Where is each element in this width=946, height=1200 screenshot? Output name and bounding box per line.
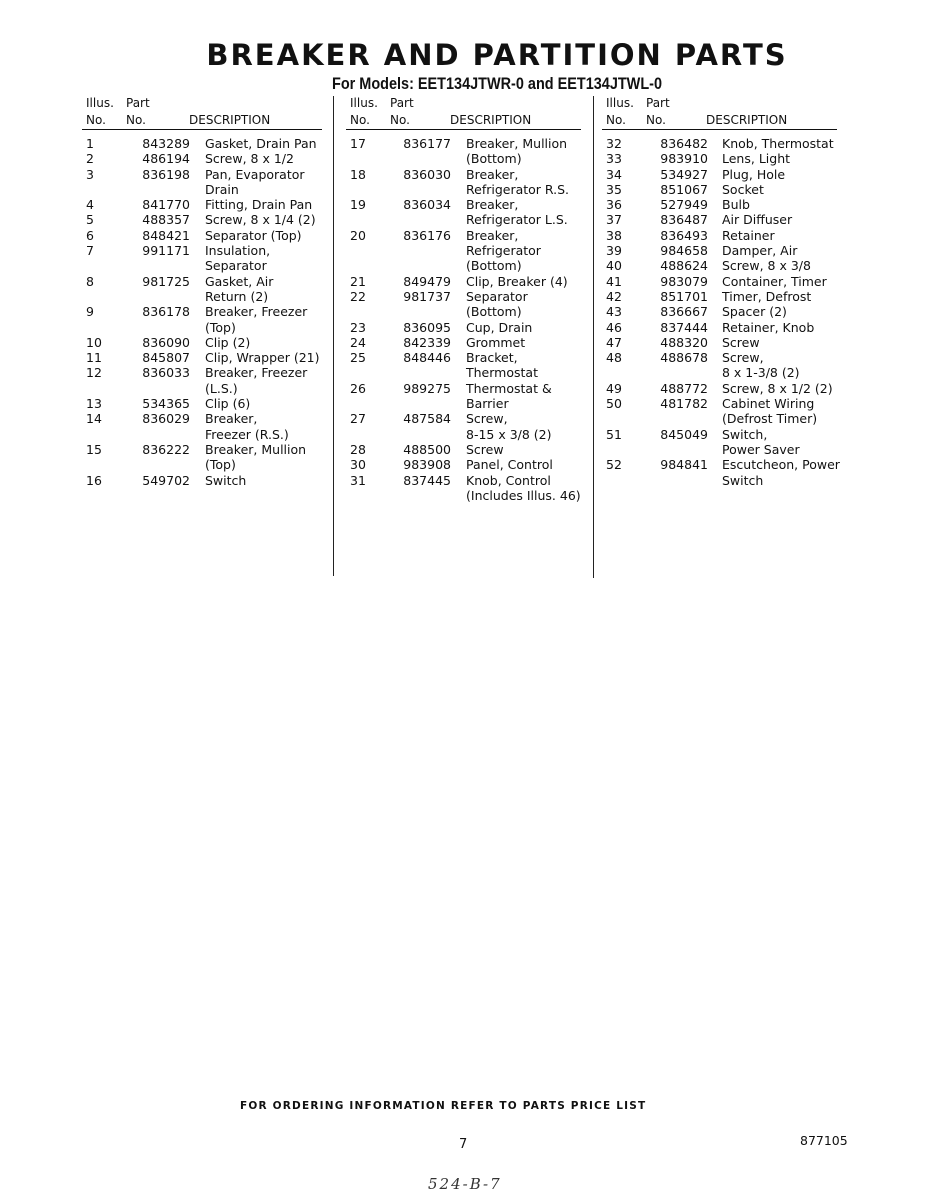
illus-number: 35 [606,181,622,197]
description-line: Screw, 8 x 1/4 (2) [205,212,316,228]
table-row [350,335,581,350]
table-row [86,396,319,411]
illus-number: 43 [606,304,622,320]
illus-number: 26 [350,380,366,396]
description [466,411,581,442]
part-number: 836030 [403,166,451,182]
description-line: Gasket, Drain Pan [205,136,317,151]
part-number: 851067 [660,181,708,197]
header-no: No. [350,113,370,127]
illus-number: 32 [606,136,622,151]
description [466,274,581,289]
table-row [350,381,581,412]
header-rule [346,129,581,130]
illus-number: 49 [606,380,622,396]
description-line: (Top) [205,319,236,335]
table-row [350,411,581,442]
column-divider [333,96,334,576]
header-no: No. [606,113,626,127]
part-number: 488500 [403,441,451,457]
table-row [350,473,581,504]
part-number: 991171 [142,243,190,259]
part-number: 836222 [142,441,190,457]
part-number: 836198 [142,166,190,182]
table-row [606,304,840,319]
description [722,182,840,197]
part-number: 836482 [660,136,708,151]
description-line: Gasket, Air [205,273,274,289]
table-row [606,151,840,166]
description [205,274,319,305]
description [205,167,319,198]
illus-number: 51 [606,426,622,442]
description-line: Return (2) [205,288,269,304]
header-illus: Illus. [350,96,378,110]
part-number: 837444 [660,319,708,335]
illus-number: 10 [86,334,102,350]
table-row [350,274,581,289]
description-line: Damper, Air [722,243,798,259]
table-row [606,167,840,182]
description-line: Power Saver [722,441,800,457]
description-line: Breaker, Mullion [466,136,568,151]
description-line: Retainer [722,227,775,243]
description-line: Escutcheon, Power [722,457,840,473]
part-number: 848421 [142,227,190,243]
table-row [606,274,840,289]
description [722,289,840,304]
header-rule [602,129,837,130]
description-line: (L.S.) [205,380,238,396]
part-number: 836493 [660,227,708,243]
illus-number: 42 [606,288,622,304]
header-description: DESCRIPTION [450,113,532,127]
description-line: Bracket, [466,350,518,366]
description-line: (Defrost Timer) [722,411,818,427]
description [205,411,319,442]
table-row [86,243,319,274]
table-row [350,457,581,472]
illus-number: 40 [606,258,622,274]
part-number: 848446 [403,350,451,366]
ordering-note: FOR ORDERING INFORMATION REFER TO PARTS PRICE LIST [240,1100,647,1112]
models-subtitle: For Models: EET134JTWR-0 and EET134JTWL-0 [331,74,663,93]
table-row [86,411,319,442]
description [205,197,319,212]
part-number: 851701 [660,288,708,304]
table-row [350,442,581,457]
description-line: Pan, Evaporator [205,166,305,182]
description [722,243,840,258]
description-line: Knob, Control [466,472,551,488]
part-number: 549702 [142,472,190,488]
table-row [606,335,840,350]
part-number: 841770 [142,197,190,213]
description-line: Refrigerator [466,243,541,259]
description-line: Drain [205,181,239,197]
description [722,396,840,427]
illus-number: 19 [350,197,366,213]
part-number: 836487 [660,212,708,228]
illus-number: 5 [86,212,94,228]
description [722,350,840,381]
table-row [606,228,840,243]
description-line: Lens, Light [722,151,791,167]
illus-number: 52 [606,457,622,473]
header-description: DESCRIPTION [706,113,788,127]
part-number: 836034 [403,197,451,213]
description [205,335,319,350]
description [722,136,840,151]
page-title: BREAKER AND PARTITION PARTS [206,38,788,72]
illus-number: 8 [86,273,94,289]
header-no: No. [390,113,410,127]
table-row [606,243,840,258]
description [205,442,319,473]
header-part: Part [390,96,414,110]
header-illus: Illus. [606,96,634,110]
description-line: Thermostat [466,365,538,381]
description [205,396,319,411]
illus-number: 46 [606,319,622,335]
description-line: Clip, Wrapper (21) [205,350,320,366]
table-row [350,197,581,228]
description [205,243,319,274]
illus-number: 30 [350,457,366,473]
description [466,167,581,198]
description-line: Separator [205,258,267,274]
description-line: Separator (Top) [205,227,302,243]
description-line: Cabinet Wiring [722,396,815,412]
table-row [86,136,319,151]
table-row [350,350,581,381]
table-row [350,289,581,320]
part-number: 984658 [660,243,708,259]
part-number: 836177 [403,136,451,151]
illus-number: 41 [606,273,622,289]
illus-number: 12 [86,365,102,381]
description [722,320,840,335]
illus-number: 25 [350,350,366,366]
column-divider [593,96,594,578]
description-line: Breaker, [466,166,519,182]
part-number: 842339 [403,334,451,350]
table-row [86,228,319,243]
part-number: 981725 [142,273,190,289]
description [205,228,319,243]
description [722,381,840,396]
description [466,442,581,457]
description-line: Air Diffuser [722,212,793,228]
header-part: Part [646,96,670,110]
table-row [86,304,319,335]
part-number: 836176 [403,227,451,243]
table-row [606,350,840,381]
illus-number: 50 [606,396,622,412]
description-line: (Includes Illus. 46) [466,487,581,503]
description-line: Screw, 8 x 3/8 [722,258,811,274]
illus-number: 11 [86,350,102,366]
illus-number: 39 [606,243,622,259]
part-number: 849479 [403,273,451,289]
description-line: Socket [722,181,764,197]
table-row [606,182,840,197]
illus-number: 20 [350,227,366,243]
header-description: DESCRIPTION [189,113,271,127]
illus-number: 33 [606,151,622,167]
part-number: 836033 [142,365,190,381]
table-row [86,442,319,473]
part-number: 488357 [142,212,190,228]
description-line: Screw, 8 x 1/2 [205,151,294,167]
part-number: 837445 [403,472,451,488]
part-number: 836090 [142,334,190,350]
description [722,167,840,182]
illus-number: 38 [606,227,622,243]
page-number: 7 [459,1137,468,1152]
description-line: Breaker, [466,227,519,243]
part-number: 488320 [660,334,708,350]
illus-number: 1 [86,136,94,151]
description [466,350,581,381]
illus-number: 23 [350,319,366,335]
description-line: Screw, 8 x 1/2 (2) [722,380,833,396]
part-number: 989275 [403,380,451,396]
illus-number: 14 [86,411,102,427]
description-line: Clip (2) [205,334,251,350]
description-line: Insulation, [205,243,271,259]
description-line: Plug, Hole [722,166,786,182]
header-rule [82,129,322,130]
description-line: Knob, Thermostat [722,136,834,151]
description-line: 8-15 x 3/8 (2) [466,426,552,442]
part-number: 983910 [660,151,708,167]
part-number: 836029 [142,411,190,427]
description-line: Bulb [722,197,750,213]
part-number: 984841 [660,457,708,473]
illus-number: 6 [86,227,94,243]
table-row [86,335,319,350]
description [205,136,319,151]
illus-number: 34 [606,166,622,182]
table-row [606,396,840,427]
description [205,304,319,335]
table-row [86,167,319,198]
table-row [606,136,840,151]
part-number: 845807 [142,350,190,366]
illus-number: 3 [86,166,94,182]
description [722,258,840,273]
description-line: Grommet [466,334,526,350]
description-line: Retainer, Knob [722,319,815,335]
description [205,151,319,166]
description-line: Breaker, [205,411,258,427]
illus-number: 47 [606,334,622,350]
illus-number: 18 [350,166,366,182]
table-row [350,136,581,167]
illus-number: 4 [86,197,94,213]
illus-number: 37 [606,212,622,228]
description [466,228,581,274]
description-line: Screw [466,441,504,457]
header-no: No. [646,113,666,127]
table-row [86,274,319,305]
description [205,212,319,227]
description [722,304,840,319]
description [722,427,840,458]
table-row [606,381,840,396]
illus-number: 27 [350,411,366,427]
table-row [86,350,319,365]
description-line: Clip, Breaker (4) [466,273,568,289]
part-number: 488624 [660,258,708,274]
description-line: Container, Timer [722,273,827,289]
part-number: 488772 [660,380,708,396]
description [466,197,581,228]
illus-number: 9 [86,304,94,320]
header-no: No. [126,113,146,127]
table-row [86,151,319,166]
illus-number: 48 [606,350,622,366]
table-row [606,197,840,212]
illus-number: 17 [350,136,366,151]
header-part: Part [126,96,150,110]
table-row [86,473,319,488]
description [722,335,840,350]
description-line: Refrigerator R.S. [466,181,570,197]
description-line: Refrigerator L.S. [466,212,568,228]
description-line: (Top) [205,457,236,473]
table-row [606,212,840,227]
description [466,381,581,412]
description [466,320,581,335]
description-line: Screw, [722,350,764,366]
table-row [86,197,319,212]
description [205,350,319,365]
table-row [350,320,581,335]
description-line: Timer, Defrost [722,288,812,304]
description-line: Breaker, [466,197,519,213]
part-number: 983908 [403,457,451,473]
part-number: 527949 [660,197,708,213]
description [722,151,840,166]
description-line: Panel, Control [466,457,553,473]
description [722,274,840,289]
description [466,473,581,504]
header-no: No. [86,113,106,127]
description-line: Switch, [722,426,768,442]
table-row [606,457,840,488]
part-number: 836095 [403,319,451,335]
description [205,473,319,488]
part-number: 843289 [142,136,190,151]
description-line: Clip (6) [205,396,251,412]
part-number: 481782 [660,396,708,412]
part-number: 534365 [142,396,190,412]
description-line: Cup, Drain [466,319,533,335]
description [466,136,581,167]
description [205,365,319,396]
illus-number: 16 [86,472,102,488]
part-number: 845049 [660,426,708,442]
description [466,289,581,320]
table-row [606,320,840,335]
part-number: 836667 [660,304,708,320]
table-row [86,365,319,396]
description-line: Fitting, Drain Pan [205,197,313,213]
part-number: 488678 [660,350,708,366]
description-line: Freezer (R.S.) [205,426,289,442]
description-line: (Bottom) [466,258,522,274]
table-row [606,427,840,458]
document-number: 877105 [800,1133,848,1148]
description-line: Barrier [466,396,509,412]
description [466,335,581,350]
description-line: Switch [722,472,764,488]
part-number: 983079 [660,273,708,289]
description [722,197,840,212]
part-number: 487584 [403,411,451,427]
part-number: 981737 [403,288,451,304]
part-number: 534927 [660,166,708,182]
illus-number: 7 [86,243,94,259]
description-line: Spacer (2) [722,304,787,320]
description-line: Switch [205,472,247,488]
description [722,212,840,227]
table-row [86,212,319,227]
illus-number: 36 [606,197,622,213]
description [722,228,840,243]
table-row [350,167,581,198]
table-row [350,228,581,274]
table-row [606,289,840,304]
part-number: 486194 [142,151,190,167]
description-line: Thermostat & [466,380,552,396]
description-line: Separator [466,288,528,304]
description-line: (Bottom) [466,151,522,167]
illus-number: 13 [86,396,102,412]
part-number: 836178 [142,304,190,320]
illus-number: 24 [350,334,366,350]
illus-number: 2 [86,151,94,167]
illus-number: 15 [86,441,102,457]
description-line: 8 x 1-3/8 (2) [722,365,800,381]
description-line: Breaker, Mullion [205,441,307,457]
header-illus: Illus. [86,96,114,110]
description [722,457,840,488]
description [466,457,581,472]
illus-number: 22 [350,288,366,304]
illus-number: 28 [350,441,366,457]
illus-number: 21 [350,273,366,289]
table-row [606,258,840,273]
handwritten-note: 524-B-7 [428,1175,502,1193]
description-line: Breaker, Freezer [205,365,308,381]
description-line: Screw, [466,411,508,427]
description-line: Screw [722,334,760,350]
illus-number: 31 [350,472,366,488]
description-line: (Bottom) [466,304,522,320]
description-line: Breaker, Freezer [205,304,308,320]
